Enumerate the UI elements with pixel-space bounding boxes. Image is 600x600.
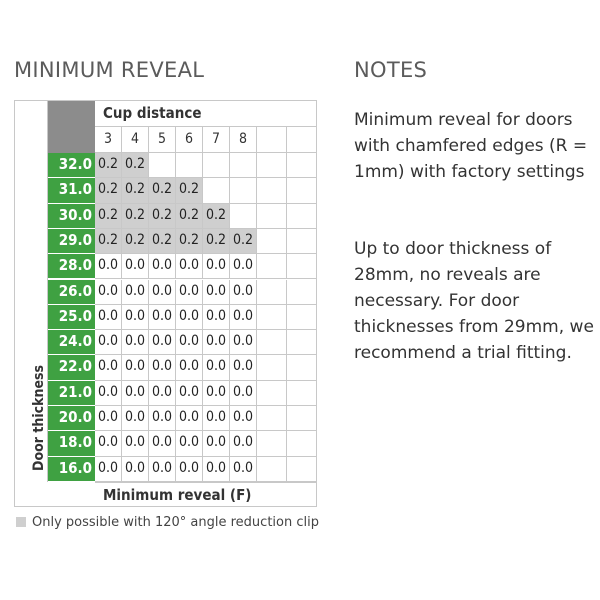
reveal-cell: 0.2 [230, 229, 257, 254]
reveal-cell [230, 204, 257, 229]
empty-cell [257, 229, 287, 254]
reveal-cell: 0.0 [149, 280, 176, 305]
door-thickness-20.0: 20.0 [48, 406, 95, 431]
empty-cell [287, 330, 317, 355]
door-thickness-16.0: 16.0 [48, 457, 95, 482]
empty-cell [287, 153, 317, 178]
door-thickness-29.0: 29.0 [48, 229, 95, 254]
reveal-cell: 0.0 [95, 254, 122, 279]
door-thickness-30.0: 30.0 [48, 204, 95, 229]
empty-cell [287, 178, 317, 203]
reveal-cell: 0.0 [230, 457, 257, 482]
reveal-cell: 0.0 [203, 280, 230, 305]
door-thickness-28.0: 28.0 [48, 254, 95, 279]
reveal-cell: 0.0 [176, 406, 203, 431]
reveal-cell: 0.2 [122, 204, 149, 229]
reveal-cell: 0.2 [122, 178, 149, 203]
reveal-cell: 0.0 [122, 254, 149, 279]
empty-cell [257, 406, 287, 431]
reveal-cell: 0.2 [149, 178, 176, 203]
reveal-cell: 0.0 [230, 280, 257, 305]
reveal-cell: 0.0 [122, 431, 149, 456]
reveal-cell: 0.0 [122, 406, 149, 431]
reveal-cell: 0.0 [176, 330, 203, 355]
reveal-cell [203, 153, 230, 178]
reveal-cell: 0.2 [176, 229, 203, 254]
note-paragraph-1: Minimum reveal for doors with chamfered edges (R = 1mm) with factory settings [354, 110, 588, 182]
reveal-cell: 0.0 [95, 406, 122, 431]
legend [16, 515, 319, 530]
reveal-cell: 0.0 [203, 254, 230, 279]
reveal-cell: 0.0 [176, 381, 203, 406]
reveal-cell: 0.0 [95, 457, 122, 482]
reveal-cell [149, 153, 176, 178]
reveal-cell: 0.0 [176, 355, 203, 380]
reveal-cell: 0.0 [230, 431, 257, 456]
reveal-cell: 0.0 [203, 355, 230, 380]
reveal-cell [176, 153, 203, 178]
reveal-cell [230, 153, 257, 178]
empty-col-header [287, 127, 317, 153]
empty-cell [257, 254, 287, 279]
reveal-cell: 0.0 [203, 431, 230, 456]
door-thickness-18.0: 18.0 [48, 431, 95, 456]
empty-cell [287, 457, 317, 482]
reveal-cell: 0.0 [149, 305, 176, 330]
reveal-cell: 0.0 [203, 381, 230, 406]
reveal-cell: 0.0 [176, 254, 203, 279]
reveal-cell: 0.0 [122, 457, 149, 482]
reveal-cell: 0.0 [95, 381, 122, 406]
reveal-cell: 0.0 [149, 381, 176, 406]
reveal-cell: 0.2 [149, 229, 176, 254]
reveal-cell: 0.0 [230, 355, 257, 380]
reveal-cell: 0.2 [95, 153, 122, 178]
empty-cell [257, 204, 287, 229]
reveal-cell: 0.0 [95, 280, 122, 305]
reveal-cell: 0.0 [230, 406, 257, 431]
reveal-table [14, 100, 317, 507]
reveal-cell: 0.0 [176, 431, 203, 456]
reveal-cell: 0.0 [122, 280, 149, 305]
reveal-cell: 0.0 [122, 330, 149, 355]
empty-cell [287, 305, 317, 330]
reveal-cell: 0.0 [149, 406, 176, 431]
reveal-cell: 0.2 [95, 178, 122, 203]
reveal-cell: 0.0 [95, 330, 122, 355]
reveal-cell: 0.2 [95, 229, 122, 254]
cup-distance-col-8: 8 [230, 127, 257, 153]
empty-cell [257, 381, 287, 406]
door-thickness-26.0: 26.0 [48, 280, 95, 305]
reveal-cell: 0.0 [176, 280, 203, 305]
reveal-cell: 0.0 [230, 381, 257, 406]
empty-cell [257, 431, 287, 456]
door-thickness-label: Door thickness [31, 364, 47, 471]
reveal-cell: 0.2 [149, 204, 176, 229]
cup-distance-col-3: 3 [95, 127, 122, 153]
reveal-cell: 0.2 [203, 229, 230, 254]
door-thickness-32.0: 32.0 [48, 153, 95, 178]
reveal-cell: 0.0 [149, 330, 176, 355]
reveal-cell: 0.0 [230, 330, 257, 355]
cup-distance-header: Cup distance [95, 101, 317, 127]
grey-legend-swatch [16, 517, 26, 527]
reveal-cell: 0.0 [230, 305, 257, 330]
reveal-cell: 0.0 [95, 305, 122, 330]
empty-col-header [257, 127, 287, 153]
reveal-cell: 0.0 [122, 305, 149, 330]
empty-cell [287, 406, 317, 431]
cup-distance-col-4: 4 [122, 127, 149, 153]
door-thickness-22.0: 22.0 [48, 355, 95, 380]
cup-distance-col-5: 5 [149, 127, 176, 153]
empty-cell [257, 178, 287, 203]
empty-cell [257, 457, 287, 482]
door-thickness-31.0: 31.0 [48, 178, 95, 203]
reveal-cell: 0.0 [230, 254, 257, 279]
legend-text: Only possible with 120° angle reduction clip [32, 515, 319, 530]
reveal-cell: 0.0 [176, 457, 203, 482]
reveal-cell: 0.0 [122, 355, 149, 380]
reveal-cell: 0.0 [95, 431, 122, 456]
reveal-cell: 0.0 [95, 355, 122, 380]
empty-cell [257, 355, 287, 380]
door-thickness-25.0: 25.0 [48, 305, 95, 330]
minimum-reveal-title: MINIMUM REVEAL [14, 58, 205, 82]
notes-title: NOTES [354, 58, 428, 82]
empty-cell [287, 204, 317, 229]
reveal-cell: 0.2 [176, 204, 203, 229]
reveal-cell: 0.2 [95, 204, 122, 229]
empty-cell [287, 381, 317, 406]
reveal-cell: 0.2 [176, 178, 203, 203]
reveal-cell: 0.0 [203, 457, 230, 482]
table-corner [48, 101, 95, 153]
empty-cell [287, 254, 317, 279]
reveal-cell: 0.2 [203, 204, 230, 229]
cup-distance-col-7: 7 [203, 127, 230, 153]
minimum-reveal-footer: Minimum reveal (F) [95, 482, 317, 507]
reveal-cell: 0.2 [122, 229, 149, 254]
cup-distance-col-6: 6 [176, 127, 203, 153]
note-paragraph-2: Up to door thickness of 28mm, no reveals are necessary. For door thicknesses from 29mm, we recommend a trial fitting. [354, 239, 594, 363]
empty-cell [287, 280, 317, 305]
reveal-cell: 0.0 [149, 355, 176, 380]
door-thickness-24.0: 24.0 [48, 330, 95, 355]
empty-cell [287, 229, 317, 254]
reveal-cell: 0.0 [149, 457, 176, 482]
reveal-cell: 0.0 [149, 254, 176, 279]
empty-cell [257, 305, 287, 330]
reveal-cell: 0.0 [203, 406, 230, 431]
reveal-cell: 0.0 [203, 330, 230, 355]
reveal-cell: 0.2 [122, 153, 149, 178]
empty-cell [257, 330, 287, 355]
reveal-cell: 0.0 [203, 305, 230, 330]
empty-cell [257, 280, 287, 305]
reveal-cell [230, 178, 257, 203]
reveal-cell: 0.0 [176, 305, 203, 330]
reveal-cell: 0.0 [122, 381, 149, 406]
reveal-cell [203, 178, 230, 203]
door-thickness-column [15, 101, 48, 482]
empty-cell [287, 355, 317, 380]
empty-cell [257, 153, 287, 178]
reveal-cell: 0.0 [149, 431, 176, 456]
empty-cell [287, 431, 317, 456]
door-thickness-21.0: 21.0 [48, 381, 95, 406]
